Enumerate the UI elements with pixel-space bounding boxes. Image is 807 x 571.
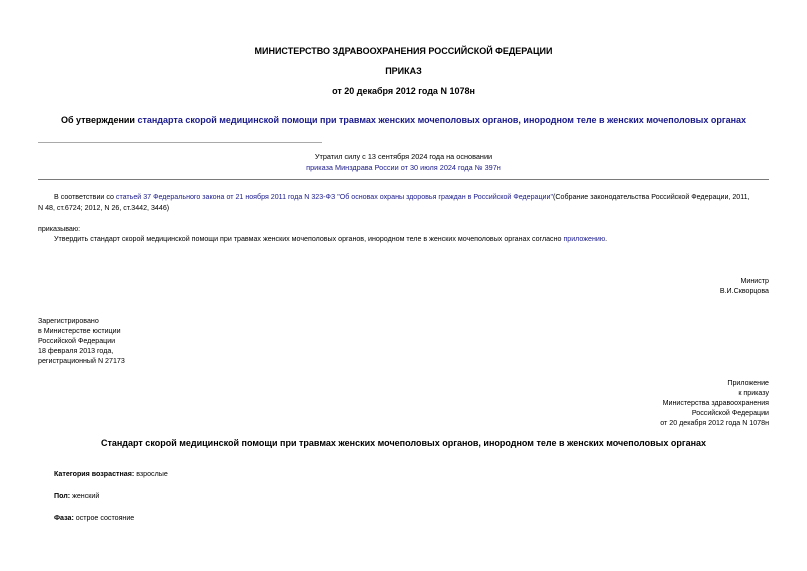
preamble-source: (Собрание законодательства Российской Федерации, 2011, xyxy=(553,193,750,201)
document-title xyxy=(0,115,807,125)
divider-short xyxy=(38,142,322,143)
appendix-line-1: Приложение xyxy=(727,379,769,387)
preamble-line-2: N 48, ст.6724; 2012, N 26, ст.3442, 3446) xyxy=(38,204,170,212)
registration-line-4: 18 февраля 2013 года, xyxy=(38,347,114,355)
field-sex xyxy=(54,491,99,501)
standard-title-link[interactable]: стандарта скорой медицинской помощи при травмах женских мочеполовых органов, инородном теле в женских мочеполовых органах xyxy=(137,115,747,125)
appendix-line-4: Российской Федерации xyxy=(691,409,769,417)
document-title-prefix: Об утверждении xyxy=(60,115,138,125)
registration-line-5: регистрационный N 27173 xyxy=(38,357,125,365)
standard-title: Стандарт скорой медицинской помощи при травмах женских мочеполовых органов, инородном теле в женских мочеполовых органах xyxy=(100,438,707,448)
order-text xyxy=(54,234,607,244)
preamble-line-1 xyxy=(54,192,774,202)
appendix-line-3: Министерства здравоохранения xyxy=(662,399,769,407)
order-label: приказываю: xyxy=(38,225,81,233)
status-notice-line: Утратил силу с 13 сентября 2024 года на основании xyxy=(314,152,493,161)
divider-long xyxy=(38,179,769,180)
federal-law-link[interactable]: статьей 37 Федерального закона от 21 ноября 2011 года N 323-ФЗ "Об основах охраны здоровья граждан в Российской Федерации" xyxy=(115,193,554,201)
field-phase xyxy=(54,513,134,523)
registration-line-1: Зарегистрировано xyxy=(38,317,99,325)
field-age-category-value: взрослые xyxy=(134,470,168,478)
appendix-link[interactable]: приложению xyxy=(563,235,606,243)
doc-type-heading: ПРИКАЗ xyxy=(385,66,422,76)
order-text-end: . xyxy=(605,235,608,243)
doc-date-number: от 20 декабря 2012 года N 1078н xyxy=(332,86,475,96)
field-sex-label: Пол: xyxy=(54,492,71,500)
repeal-order-link[interactable]: приказа Минздрава России от 30 июля 2024 года № 397н xyxy=(306,163,501,172)
preamble-intro: В соответствии со xyxy=(54,193,116,201)
field-sex-value: женский xyxy=(70,492,100,500)
registration-line-3: Российской Федерации xyxy=(38,337,116,345)
field-phase-label: Фаза: xyxy=(54,514,74,522)
field-age-category-label: Категория возрастная: xyxy=(54,470,135,478)
field-age-category xyxy=(54,469,168,479)
field-phase-value: острое состояние xyxy=(73,514,135,522)
signature-name: В.И.Скворцова xyxy=(719,287,769,295)
order-text-body: Утвердить стандарт скорой медицинской помощи при травмах женских мочеполовых органов, инородном теле в женских мочеполовых органах согласно xyxy=(54,235,564,243)
appendix-line-2: к приказу xyxy=(738,389,769,397)
ministry-heading: МИНИСТЕРСТВО ЗДРАВООХРАНЕНИЯ РОССИЙСКОЙ ФЕДЕРАЦИИ xyxy=(254,46,553,56)
registration-line-2: в Министерстве юстиции xyxy=(38,327,121,335)
signature-position: Министр xyxy=(740,277,769,285)
appendix-line-5: от 20 декабря 2012 года N 1078н xyxy=(660,419,769,427)
